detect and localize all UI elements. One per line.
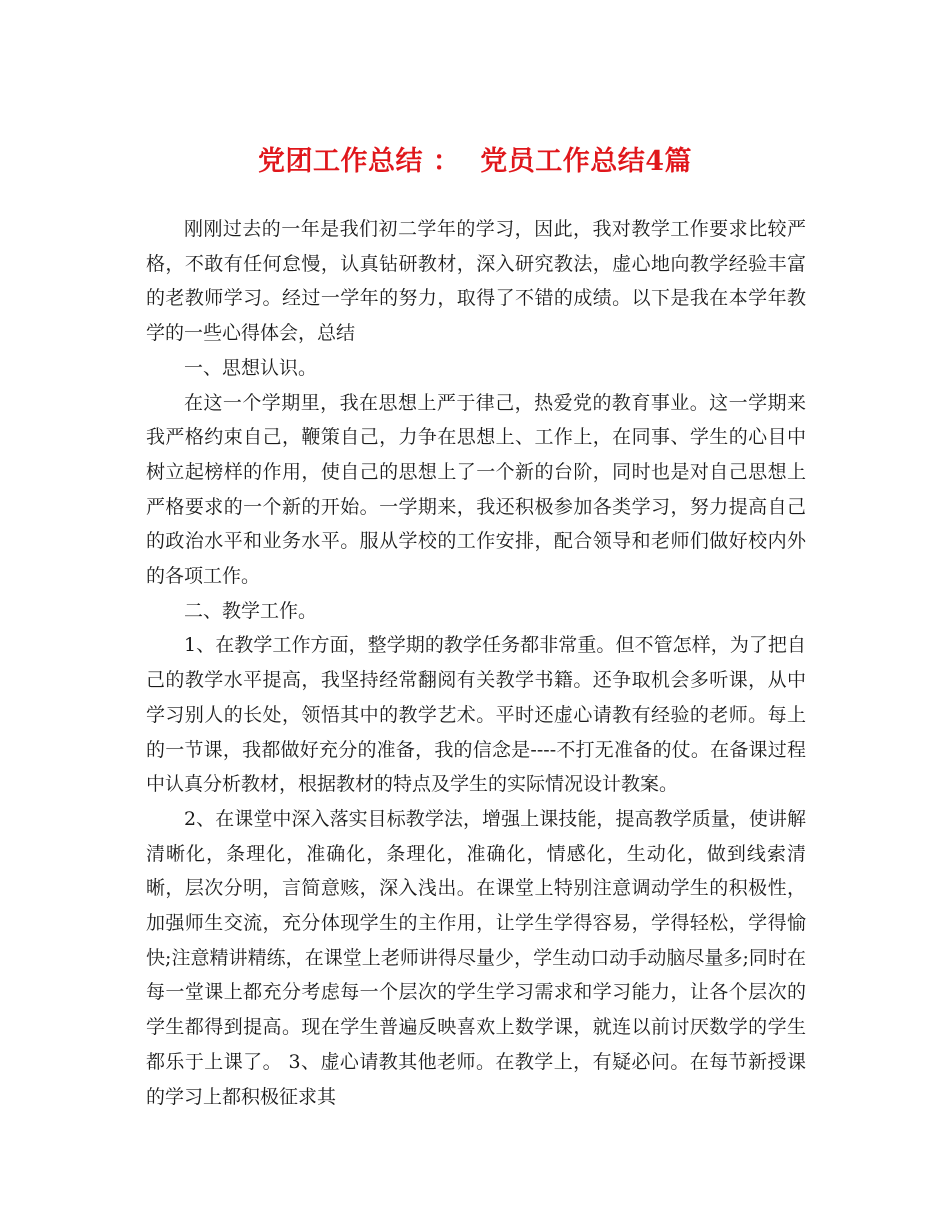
paragraph-teaching-2: 2、在课堂中深入落实目标教学法，增强上课技能，提高教学质量，使讲解清晰化，条理化，准确化，条理化，准确化，情感化，生动化，做到线索清晰，层次分明，言简意赅，深入浅出。在课堂上特别注意调动学生的积极性，加强师生交流，充分体现学生的主作用，让学生学得容易，学得轻松，学得愉快;注意精讲精练，在课堂上老师讲得尽量少，学生动口动手动脑尽量多;同时在每一堂课上都充分考虑每一个层次的学生学习需求和学习能力，让各个层次的学生都得到提高。现在学生普遍反映喜欢上数学课，就连以前讨厌数学的学生都乐于上课了。 3、虚心请教其他老师。在教学上，有疑必问。在每节新授课的学习上都积极征求其 <box>146 807 806 1108</box>
paragraph-thought: 在这一个学期里，我在思想上严于律己，热爱党的教育事业。这一学期来我严格约束自己，鞭策自己，力争在思想上、工作上，在同事、学生的心目中树立起榜样的作用，使自己的思想上了一个新的台阶，同时也是对自己思想上严格要求的一个新的开始。一学期来，我还积极参加各类学习，努力提高自己的政治水平和业务水平。服从学校的工作安排，配合领导和老师们做好校内外的各项工作。 <box>146 391 806 588</box>
document-body <box>146 212 806 1114</box>
document-title: 党团工作总结 ： 党员工作总结4篇 <box>258 146 692 177</box>
paragraph-intro: 刚刚过去的一年是我们初二学年的学习，因此，我对教学工作要求比较严格，不敢有任何怠慢，认真钻研教材，深入研究教法，虚心地向教学经验丰富的老教师学习。经过一学年的努力，取得了不错的成绩。以下是我在本学年教学的一些心得体会，总结 <box>146 218 806 345</box>
section-heading-thought: 一、思想认识。 <box>184 356 318 379</box>
paragraph-teaching-1: 1、在教学工作方面，整学期的教学任务都非常重。但不管怎样，为了把自己的教学水平提高，我坚持经常翻阅有关教学书籍。还争取机会多听课，从中学习别人的长处，领悟其中的教学艺术。平时还虚心请教有经验的老师。每上的一节课，我都做好充分的准备，我的信念是----不打无准备的仗。在备课过程中认真分析教材，根据教材的特点及学生的实际情况设计教案。 <box>146 634 806 796</box>
section-heading-teaching: 二、教学工作。 <box>184 599 318 622</box>
